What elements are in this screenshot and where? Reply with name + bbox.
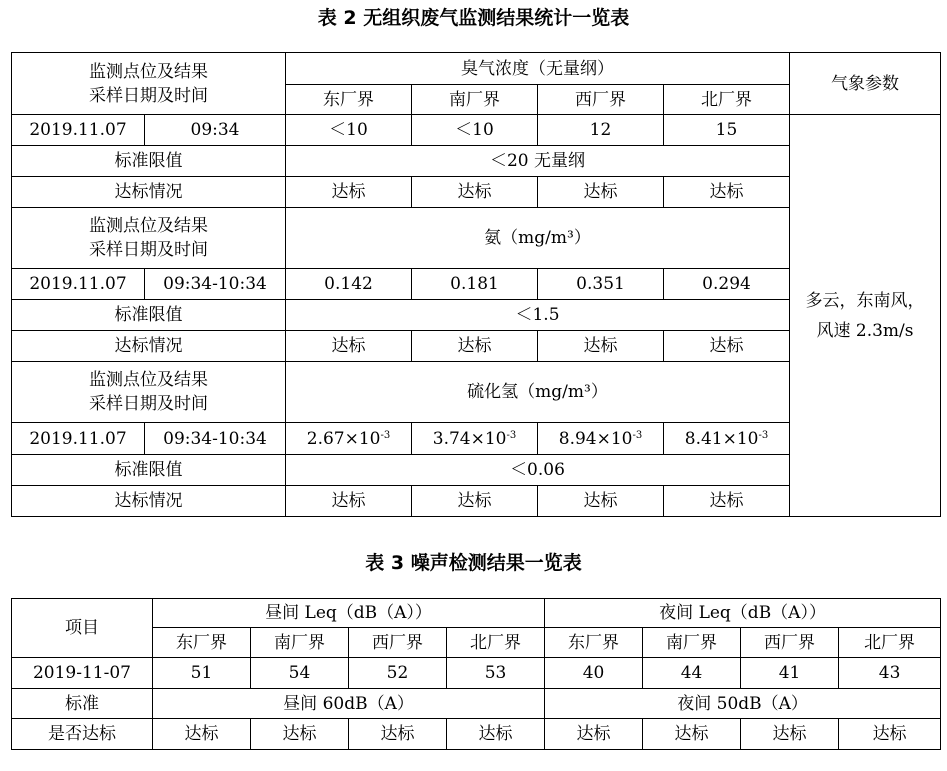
night-header: 夜间 Leq（dB（A）） (545, 599, 941, 628)
weather-line: 风速 2.3m/s (816, 320, 914, 341)
compliance-label: 达标情况 (12, 331, 286, 362)
ammonia-value: 0.351 (538, 269, 664, 300)
odor-header: 臭气浓度（无量纲） (286, 53, 790, 85)
weather-line: 多云，东南风， (805, 290, 925, 311)
table-header-cell (12, 362, 286, 423)
compliance-value: 达标 (286, 331, 412, 362)
standard-label: 标准限值 (12, 146, 286, 177)
compliance-label: 是否达标 (12, 719, 153, 750)
compliance-value: 达标 (664, 486, 790, 517)
compliance-value: 达标 (349, 719, 447, 750)
ammonia-value: 0.142 (286, 269, 412, 300)
standard-label: 标准 (12, 689, 153, 719)
header-line: 监测点位及结果 (89, 216, 208, 236)
noise-table (11, 598, 941, 750)
base: 10 (484, 428, 507, 449)
direction-header: 北厂界 (839, 628, 941, 658)
standard-label: 标准限值 (12, 300, 286, 331)
h2s-value (286, 423, 412, 455)
base: 10 (736, 428, 759, 449)
mantissa: 3.74 (432, 428, 471, 449)
noise-value: 40 (545, 658, 643, 689)
ammonia-value: 0.294 (664, 269, 790, 300)
direction-header: 西厂界 (349, 628, 447, 658)
day-header: 昼间 Leq（dB（A）） (153, 599, 545, 628)
header-line: 采样日期及时间 (89, 394, 208, 414)
day-standard: 昼间 60dB（A） (153, 689, 545, 719)
noise-value: 54 (251, 658, 349, 689)
night-standard: 夜间 50dB（A） (545, 689, 941, 719)
times-sign: × (596, 428, 611, 449)
ammonia-header: 氨（mg/m³） (286, 208, 790, 269)
standard-label: 标准限值 (12, 455, 286, 486)
times-sign: × (344, 428, 359, 449)
odor-value: ＜10 (412, 115, 538, 146)
compliance-value: 达标 (286, 486, 412, 517)
compliance-value: 达标 (839, 719, 941, 750)
compliance-value: 达标 (545, 719, 643, 750)
noise-value: 43 (839, 658, 941, 689)
odor-limit: ＜20 无量纲 (286, 146, 790, 177)
noise-value: 41 (741, 658, 839, 689)
direction-header: 东厂界 (286, 85, 412, 115)
compliance-value: 达标 (643, 719, 741, 750)
header-line: 采样日期及时间 (89, 240, 208, 260)
noise-value: 51 (153, 658, 251, 689)
mantissa: 8.41 (684, 428, 723, 449)
sample-date: 2019-11-07 (12, 658, 153, 689)
direction-header: 东厂界 (153, 628, 251, 658)
exponent: -3 (758, 429, 769, 441)
direction-header: 南厂界 (643, 628, 741, 658)
compliance-value: 达标 (538, 331, 664, 362)
exponent: -3 (380, 429, 391, 441)
header-line: 监测点位及结果 (89, 370, 208, 390)
sample-time: 09:34-10:34 (145, 269, 286, 300)
odor-value: ＜10 (286, 115, 412, 146)
compliance-value: 达标 (251, 719, 349, 750)
compliance-value: 达标 (412, 177, 538, 208)
mantissa: 8.94 (558, 428, 597, 449)
direction-header: 南厂界 (412, 85, 538, 115)
sample-time: 09:34-10:34 (145, 423, 286, 455)
compliance-value: 达标 (741, 719, 839, 750)
compliance-value: 达标 (538, 177, 664, 208)
compliance-value: 达标 (447, 719, 545, 750)
direction-header: 北厂界 (447, 628, 545, 658)
item-label: 项目 (12, 599, 153, 658)
exponent: -3 (506, 429, 517, 441)
sample-date: 2019.11.07 (12, 423, 145, 455)
compliance-value: 达标 (664, 331, 790, 362)
compliance-label: 达标情况 (12, 486, 286, 517)
weather-params (790, 115, 941, 517)
table-header-cell (12, 208, 286, 269)
base: 10 (610, 428, 633, 449)
mantissa: 2.67 (306, 428, 345, 449)
odor-value: 15 (664, 115, 790, 146)
direction-header: 南厂界 (251, 628, 349, 658)
times-sign: × (470, 428, 485, 449)
ammonia-value: 0.181 (412, 269, 538, 300)
sample-date: 2019.11.07 (12, 269, 145, 300)
h2s-limit: ＜0.06 (286, 455, 790, 486)
table-2-caption: 表 2 无组织废气监测结果统计一览表 (317, 7, 630, 29)
exponent: -3 (632, 429, 643, 441)
compliance-value: 达标 (538, 486, 664, 517)
noise-value: 53 (447, 658, 545, 689)
compliance-value: 达标 (153, 719, 251, 750)
compliance-value: 达标 (664, 177, 790, 208)
sample-date: 2019.11.07 (12, 115, 145, 146)
direction-header: 西厂界 (741, 628, 839, 658)
h2s-value (664, 423, 790, 455)
exhaust-gas-table (11, 52, 941, 517)
compliance-value: 达标 (412, 331, 538, 362)
noise-value: 52 (349, 658, 447, 689)
direction-header: 东厂界 (545, 628, 643, 658)
table-header-cell (12, 53, 286, 115)
h2s-value (412, 423, 538, 455)
sample-time: 09:34 (145, 115, 286, 146)
h2s-header: 硫化氢（mg/m³） (286, 362, 790, 423)
times-sign: × (722, 428, 737, 449)
direction-header: 西厂界 (538, 85, 664, 115)
compliance-value: 达标 (412, 486, 538, 517)
compliance-value: 达标 (286, 177, 412, 208)
base: 10 (358, 428, 381, 449)
weather-header: 气象参数 (790, 53, 941, 115)
table-3-caption: 表 3 噪声检测结果一览表 (365, 552, 582, 574)
ammonia-limit: ＜1.5 (286, 300, 790, 331)
noise-value: 44 (643, 658, 741, 689)
compliance-label: 达标情况 (12, 177, 286, 208)
h2s-value (538, 423, 664, 455)
header-line: 采样日期及时间 (89, 85, 208, 106)
odor-value: 12 (538, 115, 664, 146)
header-line: 监测点位及结果 (89, 61, 208, 82)
direction-header: 北厂界 (664, 85, 790, 115)
